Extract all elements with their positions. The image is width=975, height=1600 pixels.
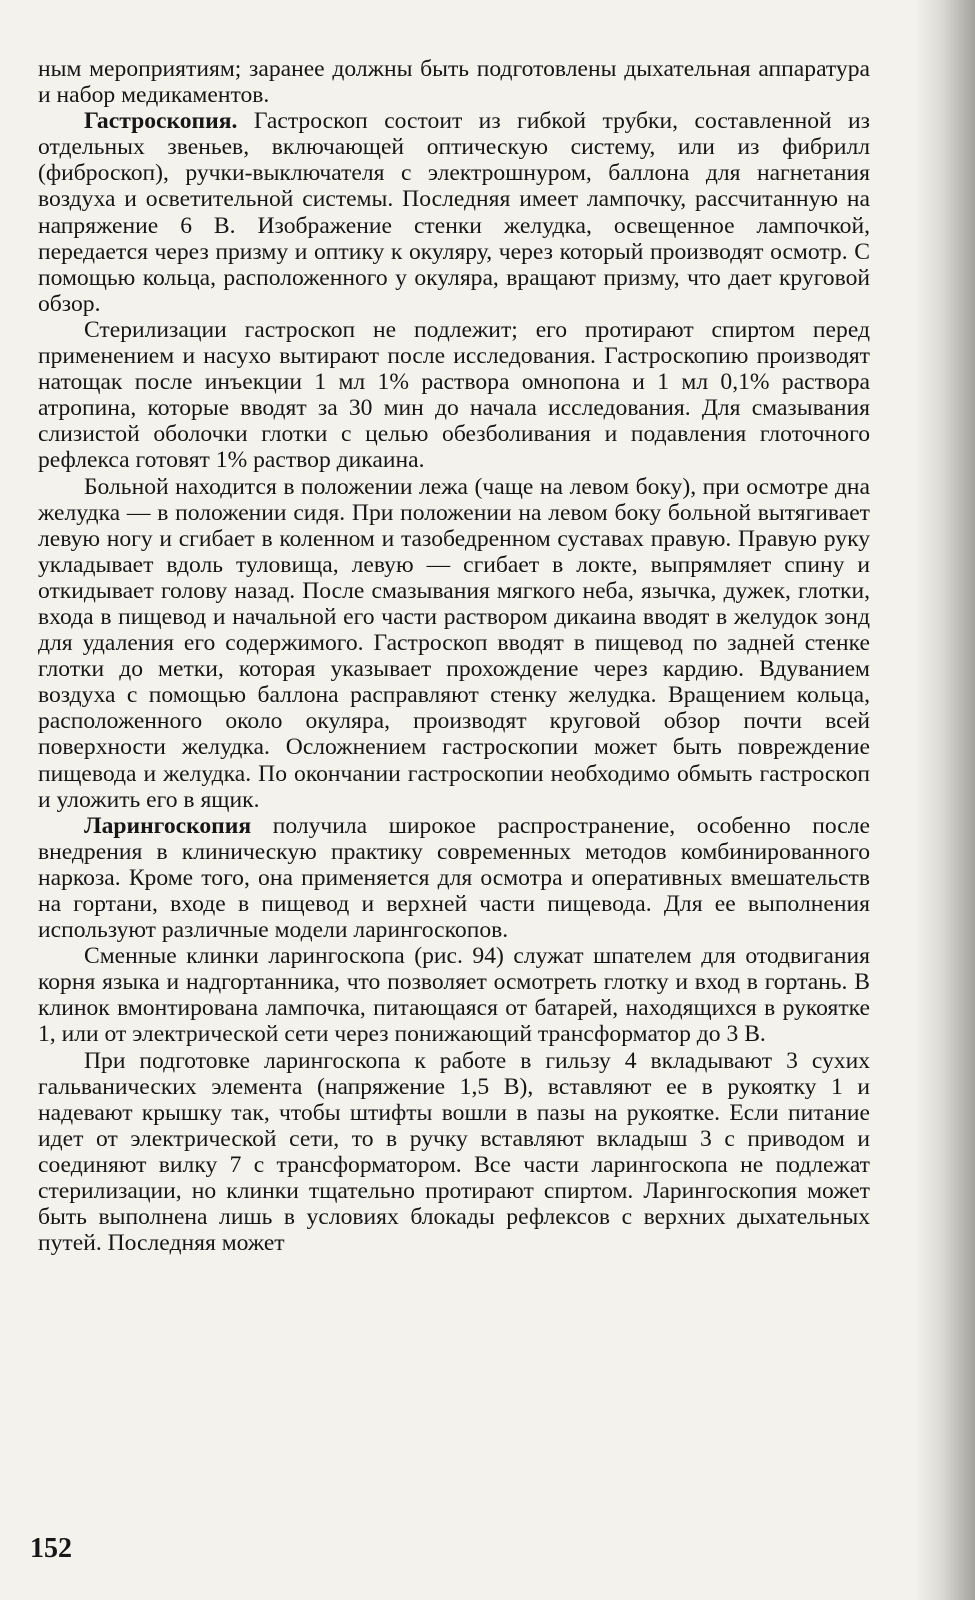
run-in-heading-gastroscopy: Гастроскопия. bbox=[84, 108, 238, 135]
paragraph-preparation bbox=[38, 1048, 870, 1257]
paragraph-text: получила широкое распространение, особенно после внедрения в клиническую практику современных методов комбинированного наркоза. Кроме того, она применяется для осмотра и оперативных вмешательств на гортани, входе в пищевод и верхней части пищевода. Для ее выполнения используют различные модели ларингоскопов. bbox=[38, 812, 870, 944]
run-in-heading-laryngoscopy: Ларингоскопия bbox=[84, 812, 252, 839]
body-text bbox=[38, 56, 870, 1256]
paragraph-laryngoscopy bbox=[38, 813, 870, 943]
paragraph-sterilization bbox=[38, 317, 870, 474]
book-spine-shadow bbox=[915, 0, 975, 1600]
paragraph-blades bbox=[38, 943, 870, 1047]
paragraph-gastroscopy bbox=[38, 108, 870, 317]
paragraph-text: Больной находится в положении лежа (чаще на левом боку), при осмотре дна желудка — в положении сидя. При положении на левом боку больной вытягивает левую ногу и сгибает в коленном и тазобедренном суставах правую. Правую руку укладывает вдоль туловища, левую — сгибает в локте, выпрямляет спину и откидывает голову назад. После смазывания мягкого неба, язычка, дужек, глотки, входа в пищевод и начальной его части раствором дикаина вводят в желудок зонд для удаления его содержимого. Гастроскоп вводят в пищевод по задней стенке глотки до метки, которая указывает прохождение через кардию. Вдуванием воздуха с помощью баллона расправляют стенку желудка. Вращением кольца, расположенного около окуляра, производят круговой обзор почти всей поверхности желудка. Осложнением гастроскопии может быть повреждение пищевода и желудка. По окончании гастроскопии необходимо обмыть гастроскоп и уложить его в ящик. bbox=[38, 473, 870, 813]
paragraph-text: Стерилизации гастроскоп не подлежит; его протирают спиртом перед применением и насухо вытирают после исследования. Гастроскопию производят натощак после инъекции 1 мл 1% раствора омнопона и 1 мл 0,1% раствора атропина, которые вводят за 30 мин до начала исследования. Для смазывания слизистой оболочки глотки с целью обезболивания и подавления глоточного рефлекса готовят 1% раствор дикаина. bbox=[38, 316, 870, 474]
paragraph-continuation bbox=[38, 56, 870, 108]
paragraph-text: ным мероприятиям; заранее должны быть подготовлены дыхательная аппаратура и набор медикаментов. bbox=[38, 56, 870, 109]
paragraph-patient-position bbox=[38, 474, 870, 813]
page-number: 152 bbox=[30, 1533, 72, 1564]
paragraph-text: Сменные клинки ларингоскопа (рис. 94) служат шпателем для отодвигания корня языка и надгортанника, что позволяет осмотреть глотку и вход в гортань. В клинок вмонтирована лампочка, питающаяся от батарей, находящихся в рукоятке 1, или от электрической сети через понижающий трансформатор до 3 В. bbox=[38, 943, 870, 1048]
paragraph-text: При подготовке ларингоскопа к работе в гильзу 4 вкладывают 3 сухих гальванических элемента (напряжение 1,5 В), вставляют ее в рукоятку 1 и надевают крышку так, чтобы штифты вошли в пазы на рукоятке. Если питание идет от электрической сети, то в ручку вставляют вкладыш 3 с приводом и соединяют вилку 7 с трансформатором. Все части ларингоскопа не подлежат стерилизации, но клинки тщательно протирают спиртом. Ларингоскопия может быть выполнена лишь в условиях блокады рефлексов с верхних дыхательных путей. Последняя может bbox=[38, 1047, 870, 1257]
paragraph-text: Гастроскоп состоит из гибкой трубки, составленной из отдельных звеньев, включающей оптическую систему, или из фибрилл (фиброскоп), ручки-выключателя с электрошнуром, баллона для нагнетания воздуха и осветительной системы. Последняя имеет лампочку, рассчитанную на напряжение 6 В. Изображение стенки желудка, освещенное лампочкой, передается через призму и оптику к окуляру, через который производят осмотр. С помощью кольца, расположенного у окуляра, вращают призму, что дает круговой обзор. bbox=[38, 108, 870, 317]
